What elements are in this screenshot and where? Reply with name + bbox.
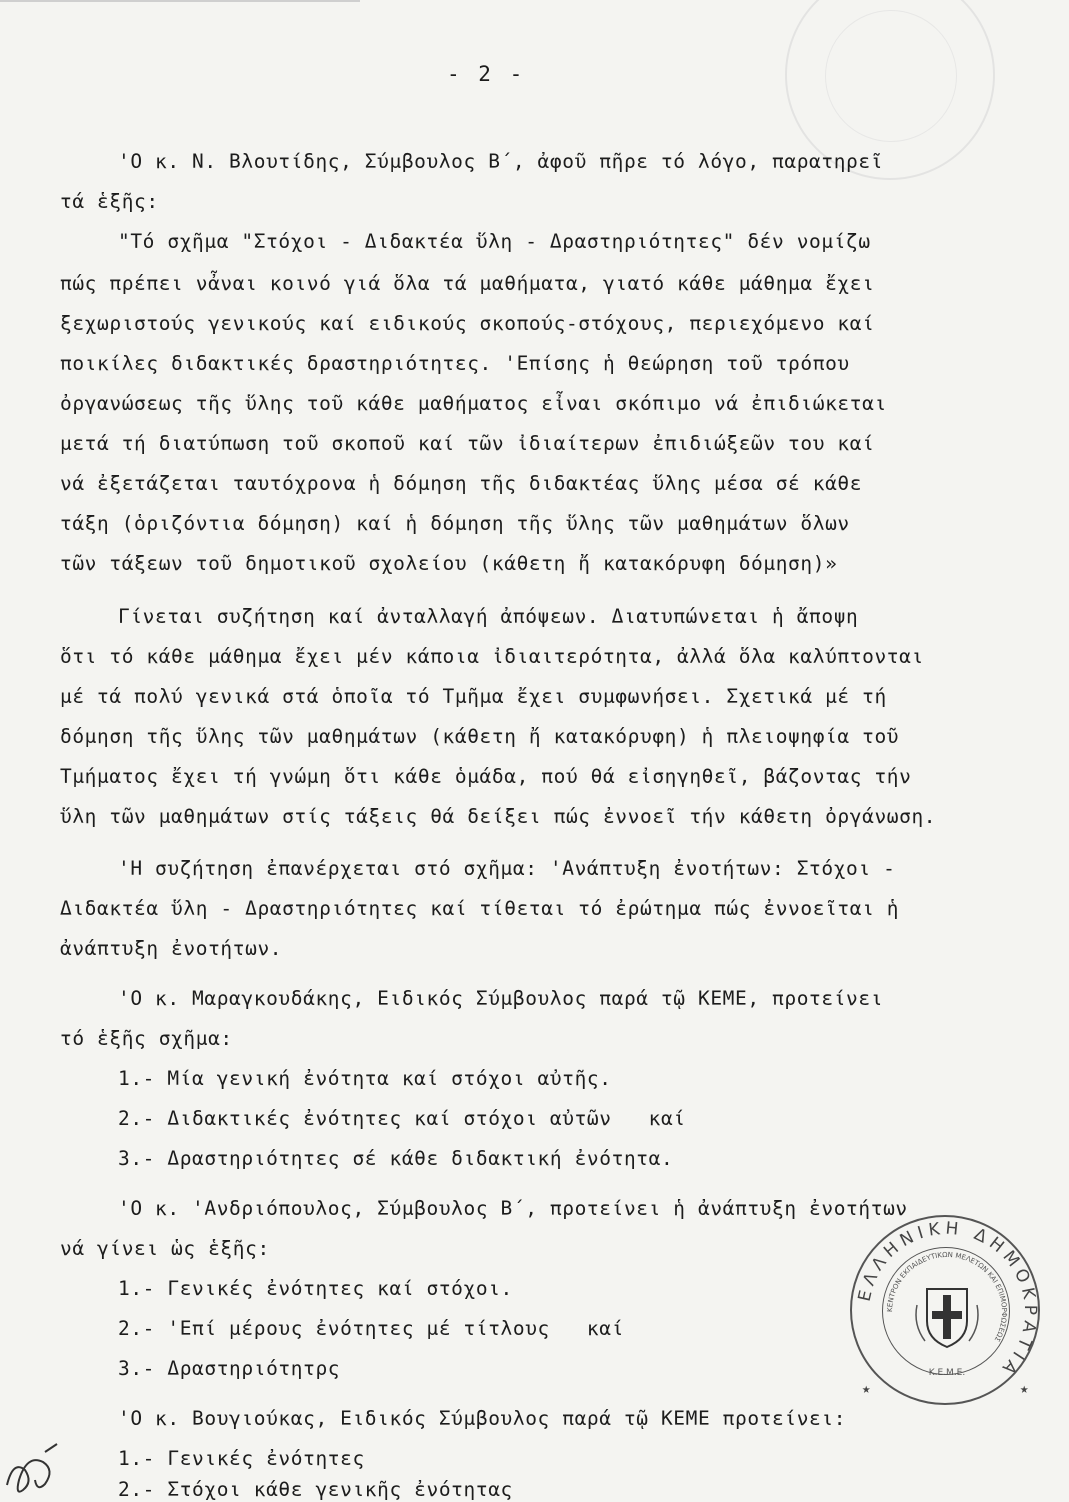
text-line: Τμήματος ἔχει τή γνώμη ὅτι κάθε ὁμάδα, πού θά εἰσηγηθεῖ, βάζοντας τήν	[60, 765, 912, 788]
star-icon: ★	[1020, 1381, 1029, 1397]
text-line: μέ τά πολύ γενικά στά ὁποῖα τό Τμῆμα ἔχει συμφωνήσει. Σχετικά μέ τή	[60, 685, 887, 708]
text-line: ξεχωριστούς γενικούς καί ειδικούς σκοπούς-στόχους, περιεχόμενο καί	[60, 312, 875, 335]
list-item: 2.- 'Επί μέρους ἐνότητες μέ τίτλους καί	[118, 1317, 624, 1340]
text-line: 'Ο κ. Ν. Βλουτίδης, Σύμβουλος Β΄, ἀφοῦ πῆρε τό λόγο, παρατηρεῖ	[118, 150, 884, 173]
list-item: 1.- Γενικές ἐνότητες	[118, 1447, 365, 1470]
text-line: 'Ο κ. 'Ανδριόπουλος, Σύμβουλος Β΄, προτείνει ἡ ἀνάπτυξη ἐνοτήτων	[118, 1197, 908, 1220]
text-line: ὅτι τό κάθε μάθημα ἔχει μέν κάποια ἰδιαιτερότητα, ἀλλά ὅλα καλύπτονται	[60, 645, 924, 668]
star-icon: ★	[862, 1381, 871, 1397]
handwritten-initials-icon	[5, 1440, 65, 1500]
text-line: 'Ο κ. Μαραγκουδάκης, Ειδικός Σύμβουλος παρά τῷ ΚΕΜΕ, προτείνει	[118, 987, 884, 1010]
list-item: 1.- Μία γενική ἐνότητα καί στόχοι αὐτῆς.	[118, 1067, 612, 1090]
text-line: μετά τή διατύπωση τοῦ σκοποῦ καί τῶν ἰδιαίτερων ἐπιδιώξεῶν του καί	[60, 432, 875, 455]
page-number: - 2 -	[447, 62, 526, 86]
text-line: δόμηση τῆς ὕλης τῶν μαθημάτων (κάθετη ἤ κατακόρυφη) ἡ πλειοψηφία τοῦ	[60, 725, 900, 748]
list-item: 3.- Δραστηριότητρς	[118, 1357, 341, 1380]
scan-edge	[0, 0, 360, 2]
list-item: 3.- Δραστηριότητες σέ κάθε διδακτική ἐνότητα.	[118, 1147, 674, 1170]
text-line: Γίνεται συζήτηση καί ἀνταλλαγή ἀπόψεων. Διατυπώνεται ἡ ἄποψη	[118, 605, 859, 628]
text-line: τά ἑξῆς:	[60, 190, 159, 213]
list-item: 2.- Στόχοι κάθε γενικῆς ἐνότητας	[118, 1478, 513, 1501]
text-line: τῶν τάξεων τοῦ δημοτικοῦ σχολείου (κάθετη ἤ κατακόρυφη δόμηση)»	[60, 552, 838, 575]
text-line: "Τό σχῆμα "Στόχοι - Διδακτέα ὕλη - Δραστηριότητες" δέν νομίζω	[118, 230, 871, 253]
text-line: 'Ο κ. Βουγιούκας, Ειδικός Σύμβουλος παρά τῷ ΚΕΜΕ προτείνει:	[118, 1407, 847, 1430]
text-line: ἀνάπτυξη ἐνοτήτων.	[60, 937, 283, 960]
text-line: νά ἐξετάζεται ταυτόχρονα ἡ δόμηση τῆς διδακτέας ὕλης μέσα σέ κάθε	[60, 472, 863, 495]
text-line: τάξη (ὁριζόντια δόμηση) καί ἡ δόμηση τῆς ὕλης τῶν μαθημάτων ὅλων	[60, 512, 850, 535]
text-line: πώς πρέπει νἆναι κοινό γιά ὅλα τά μαθήματα, γιατό κάθε μάθημα ἔχει	[60, 272, 875, 295]
text-line: ποικίλες διδακτικές δραστηριότητες. 'Επίσης ἡ θεώρηση τοῦ τρόπου	[60, 352, 850, 375]
list-item: 2.- Διδακτικές ἐνότητες καί στόχοι αὐτῶν καί	[118, 1107, 686, 1130]
text-line: νά γίνει ὡς ἑξῆς:	[60, 1237, 270, 1260]
seal-outer-text: ΕΛΛΗΝΙΚΗ ΔΗΜΟΚΡΑΤΙΑ	[854, 1218, 1041, 1382]
text-line: ὀργανώσεως τῆς ὕλης τοῦ κάθε μαθήματος εἶναι σκόπιμο νά ἐπιδιώκεται	[60, 392, 887, 415]
text-line: Διδακτέα ὕλη - Δραστηριότητες καί τίθεται τό ἐρώτημα πώς ἐννοεῖται ἡ	[60, 897, 900, 920]
coat-of-arms-icon	[916, 1289, 978, 1347]
text-line: 'Η συζήτηση ἐπανέρχεται στό σχῆμα: 'Ανάπτυξη ἐνοτήτων: Στόχοι -	[118, 857, 896, 880]
seal-inner-text: ΚΕΝΤΡΟΝ ΕΚΠΑΙΔΕΥΤΙΚΩΝ ΜΕΛΕΤΩΝ ΚΑΙ ΕΠΙΜΟΡΦΩΣΕΩΣ	[885, 1250, 1009, 1343]
seal-abbr: Κ.Ε.Μ.Ε.	[928, 1368, 966, 1378]
list-item: 1.- Γενικές ἐνότητες καί στόχοι.	[118, 1277, 513, 1300]
official-seal-stamp	[850, 1215, 1040, 1405]
text-line: τό ἑξῆς σχῆμα:	[60, 1027, 233, 1050]
text-line: ὕλη τῶν μαθημάτων στίς τάξεις θά δείξει πώς ἐννοεῖ τήν κάθετη ὀργάνωση.	[60, 805, 937, 828]
